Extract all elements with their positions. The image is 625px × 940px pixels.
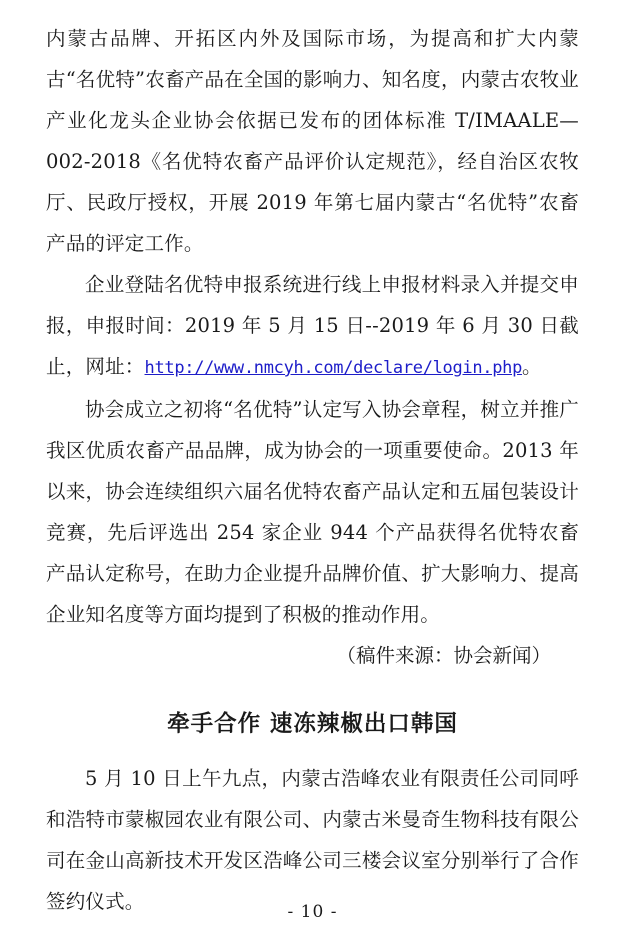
paragraph-2-text-after-link: 。 (522, 355, 542, 378)
paragraph-1: 内蒙古品牌、开拓区内外及国际市场，为提高和扩大内蒙古“名优特”农畜产品在全国的影响力、知名度，内蒙古农牧业产业化龙头企业协会依据已发布的团体标准 T/IMAALE—002-2018《名优特农畜产品评价认定规范》，经自治区农牧厅、民政厅授权，开展 2019 年第七届内蒙古“名优特”农畜产品的评定工作。 (46, 27, 579, 255)
paragraph-2 (46, 264, 579, 389)
paragraph-2-text-before-link: 企业登陆名优特申报系统进行线上申报材料录入并提交申报，申报时间：2019 年 5 月 15 日--2019 年 6 月 30 日截止，网址： (46, 273, 579, 378)
paragraph-4: 5 月 10 日上午九点，内蒙古浩峰农业有限责任公司同呼和浩特市蒙椒园农业有限公司、内蒙古米曼奇生物科技有限公司在金山高新技术开发区浩峰公司三楼会议室分别举行了合作签约仪式。 (46, 767, 579, 913)
source-note: （稿件来源：协会新闻） (336, 644, 551, 667)
paragraph-3: 协会成立之初将“名优特”认定写入协会章程，树立并推广我区优质农畜产品品牌，成为协会的一项重要使命。2013 年以来，协会连续组织六届名优特农畜产品认定和五届包装设计竞赛，先后评选出 254 家企业 944 个产品获得名优特农畜产品认定称号，在助力企业提升品牌价值、扩大影响力、提高企业知名度等方面均提到了积极的推动作用。 (46, 398, 579, 626)
page-number: - 10 - (287, 902, 338, 922)
article-headline: 牵手合作 速冻辣椒出口韩国 (167, 711, 458, 737)
declare-system-url-link[interactable]: http://www.nmcyh.com/declare/login.php (144, 358, 523, 378)
